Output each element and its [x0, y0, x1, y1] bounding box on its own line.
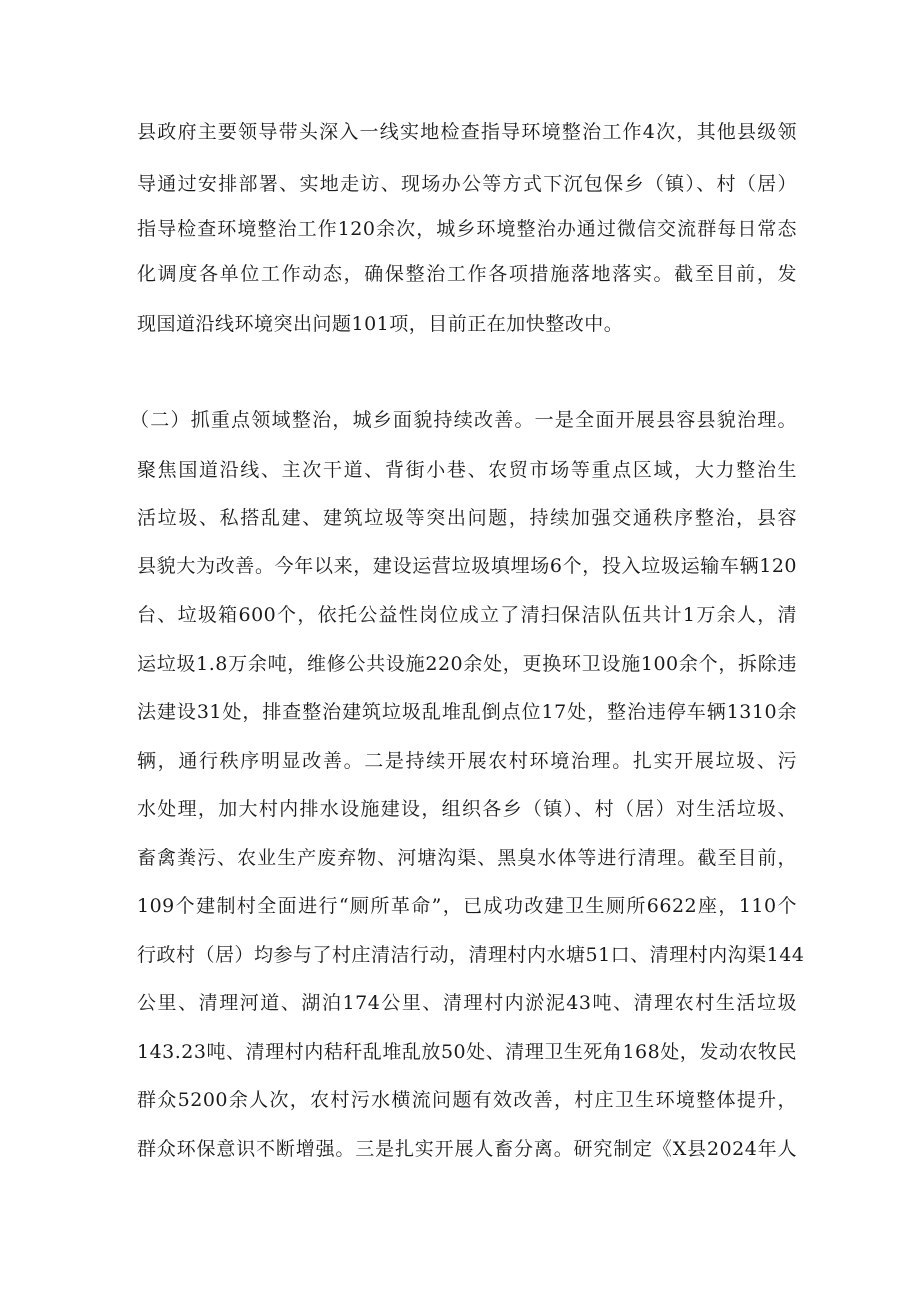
paragraph-1-line: 导通过安排部署、实地走访、现场办公等方式下沉包保乡（镇）、村（居） [137, 173, 797, 195]
paragraph-2-line: 县貌大为改善。今年以来，建设运营垃圾填埋场6个，投入垃圾运输车辆120 [137, 555, 797, 577]
paragraph-2-line: 143.23吨、清理村内秸秆乱堆乱放50处、清理卫生死角168处，发动农牧民 [137, 1041, 797, 1063]
paragraph-2-line: 畜禽粪污、农业生产废弃物、河塘沟渠、黑臭水体等进行清理。截至目前， [137, 847, 797, 869]
paragraph-1-line: 县政府主要领导带头深入一线实地检查指导环境整治工作4次，其他县级领 [137, 121, 797, 143]
paragraph-2-line: 行政村（居）均参与了村庄清洁行动，清理村内水塘51口、清理村内沟渠144 [137, 944, 805, 966]
paragraph-1-line: 指导检查环境整治工作120余次，城乡环境整治办通过微信交流群每日常态 [137, 218, 797, 240]
paragraph-2-line: 109个建制村全面进行“厕所革命”，已成功改建卫生厕所6622座，110个 [137, 895, 797, 917]
paragraph-2-line: 群众5200余人次，农村污水横流问题有效改善，村庄卫生环境整体提升， [137, 1089, 797, 1111]
paragraph-1-line: 现国道沿线环境突出问题101项，目前正在加快整改中。 [137, 313, 624, 335]
paragraph-2-line: 运垃圾1.8万余吨，维修公共设施220余处，更换环卫设施100余个，拆除违 [137, 653, 797, 675]
paragraph-2-line: 法建设31处，排查整治建筑垃圾乱堆乱倒点位17处，整治违停车辆1310余 [137, 701, 797, 723]
paragraph-2-line: 公里、清理河道、湖泊174公里、清理村内淤泥43吨、清理农村生活垃圾 [137, 992, 797, 1014]
paragraph-2-line: 水处理，加大村内排水设施建设，组织各乡（镇）、村（居）对生活垃圾、 [137, 798, 797, 820]
paragraph-2-line: （二）抓重点领域整治，城乡面貌持续改善。一是全面开展县容县貌治理。 [130, 409, 797, 431]
paragraph-2-line: 台、垃圾箱600个，依托公益性岗位成立了清扫保洁队伍共计1万余人，清 [137, 604, 797, 626]
paragraph-2-line: 活垃圾、私搭乱建、建筑垃圾等突出问题，持续加强交通秩序整治，县容 [137, 507, 797, 529]
paragraph-2-line: 聚焦国道沿线、主次干道、背街小巷、农贸市场等重点区域，大力整治生 [137, 459, 797, 481]
paragraph-2-line: 辆，通行秩序明显改善。二是持续开展农村环境治理。扎实开展垃圾、污 [137, 750, 797, 772]
paragraph-2-line: 群众环保意识不断增强。三是扎实开展人畜分离。研究制定《X县2024年人 [137, 1138, 797, 1160]
paragraph-1-line: 化调度各单位工作动态，确保整治工作各项措施落地落实。截至目前，发 [137, 263, 797, 285]
